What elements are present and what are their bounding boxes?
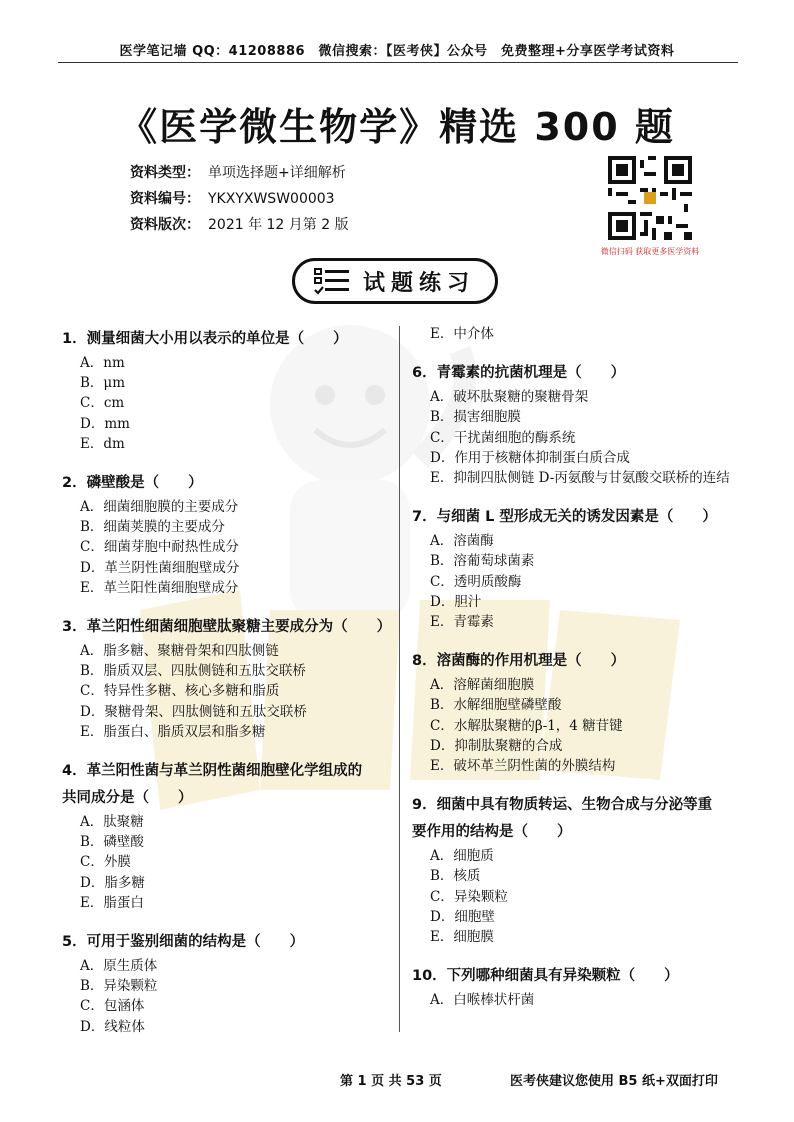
- option-c: C．包涵体: [80, 998, 145, 1015]
- option-a: A．nm: [80, 355, 125, 371]
- question-stem: 2．磷壁酸是（ ）: [62, 475, 203, 492]
- meta-edition: [130, 212, 349, 238]
- option-d: D．抑制肽聚糖的合成: [430, 737, 563, 754]
- option-e: E．中介体: [430, 326, 494, 342]
- option-b: B．核质: [430, 868, 481, 885]
- question-1: [62, 326, 390, 454]
- question-stem-continued: 共同成分是（ ）: [62, 790, 193, 807]
- column-divider: [399, 326, 400, 1032]
- question-3: [62, 614, 390, 742]
- option-a: A．溶解菌细胞膜: [430, 677, 535, 694]
- print-note: 医考侠建议您使用 B5 纸+双面打印: [510, 1074, 718, 1089]
- option-d: D．胆汁: [430, 593, 482, 610]
- header-rule: [58, 62, 738, 63]
- question-stem: 8．溶菌酶的作用机理是（ ）: [412, 653, 626, 670]
- option-e: E．抑制四肽侧链 D-丙氨酸与甘氨酸交联桥的连结: [430, 470, 730, 487]
- option-b: B．损害细胞膜: [430, 409, 521, 426]
- question-9: [412, 792, 742, 947]
- right-column: [412, 324, 742, 1026]
- meta-key: 资料版次：: [130, 217, 200, 233]
- question-stem: 3．革兰阳性细菌细胞壁肽聚糖主要成分为（ ）: [62, 619, 392, 636]
- option-d: D．作用于核糖体抑制蛋白质合成: [430, 449, 630, 466]
- option-e: E．革兰阳性菌细胞壁成分: [80, 579, 239, 596]
- question-4: [62, 758, 390, 913]
- option-e: E．脂蛋白、脂质双层和脂多糖: [80, 723, 266, 740]
- option-c: C．干扰菌细胞的酶系统: [430, 429, 576, 446]
- option-d: D．聚糖骨架、四肽侧链和五肽交联桥: [80, 703, 307, 720]
- option-c: C．特异性多糖、核心多糖和脂质: [80, 683, 280, 700]
- question-stem: 4．革兰阳性菌与革兰阴性菌细胞壁化学组成的: [62, 763, 363, 780]
- option-c: C．水解肽聚糖的β-1，4 糖苷键: [430, 717, 623, 734]
- qr-code-icon: [608, 156, 692, 240]
- document-title: 《医学微生物学》精选 300 题: [119, 105, 675, 149]
- meta-value: YKXYXWSW00003: [208, 191, 335, 207]
- qr-block: [600, 156, 700, 257]
- option-a: A．肽聚糖: [80, 814, 144, 831]
- option-e: E．脂蛋白: [80, 894, 144, 911]
- question-stem: 9．细菌中具有物质转运、生物合成与分泌等重: [412, 797, 713, 814]
- qr-caption: 微信扫码 获取更多医学资料: [600, 247, 700, 256]
- page-number: 第 1 页 共 53 页: [340, 1074, 442, 1089]
- question-7: [412, 504, 742, 632]
- section-title: 试题练习: [363, 270, 476, 296]
- option-a: A．脂多糖、聚糖骨架和四肽侧链: [80, 643, 279, 660]
- question-6: [412, 360, 742, 488]
- option-c: C．细菌芽胞中耐热性成分: [80, 539, 239, 556]
- meta-code: [130, 186, 349, 212]
- meta-key: 资料类型：: [130, 165, 200, 181]
- option-a: A．细菌细胞膜的主要成分: [80, 499, 239, 516]
- page-header: 医学笔记墙 QQ：41208886 微信搜索：【医考侠】公众号 免费整理+分享医学考试资料: [119, 44, 675, 59]
- option-d: D．细胞壁: [430, 908, 495, 925]
- checklist-icon: [313, 266, 353, 296]
- option-c: C．外膜: [80, 854, 131, 871]
- option-b: B．细菌荚膜的主要成分: [80, 519, 225, 536]
- option-b: B．异染颗粒: [80, 978, 158, 995]
- option-a: A．破坏肽聚糖的聚糖骨架: [430, 389, 589, 406]
- option-d: D．脂多糖: [80, 874, 145, 891]
- option-b: B．磷壁酸: [80, 834, 144, 851]
- option-e: E．dm: [80, 435, 125, 452]
- question-stem-continued: 要作用的结构是（ ）: [412, 824, 572, 841]
- meta-type: [130, 160, 349, 186]
- option-d: D．革兰阴性菌细胞壁成分: [80, 559, 240, 576]
- question-8: [412, 648, 742, 776]
- option-b: B．脂质双层、四肽侧链和五肽交联桥: [80, 663, 306, 680]
- option-b: B．溶葡萄球菌素: [430, 553, 535, 570]
- option-d: D．线粒体: [80, 1018, 145, 1035]
- option-c: C．异染颗粒: [430, 888, 508, 905]
- question-5: [62, 929, 390, 1037]
- option-c: C．cm: [80, 395, 125, 412]
- option-a: A．细胞质: [430, 848, 494, 865]
- section-badge: [292, 258, 498, 304]
- question-stem: 7．与细菌 L 型形成无关的诱发因素是（ ）: [412, 509, 717, 526]
- meta-key: 资料编号：: [130, 191, 200, 207]
- option-a: A．溶菌酶: [430, 533, 494, 550]
- option-a: A．白喉棒状杆菌: [430, 992, 535, 1009]
- question-10: [412, 963, 742, 1010]
- option-b: B．水解细胞壁磷壁酸: [430, 697, 562, 714]
- question-stem: 6．青霉素的抗菌机理是（ ）: [412, 365, 626, 382]
- option-b: B．μm: [80, 375, 125, 392]
- question-stem: 5．可用于鉴别细菌的结构是（ ）: [62, 934, 305, 951]
- question-stem: 10．下列哪种细菌具有异染颗粒（ ）: [412, 968, 679, 985]
- question-stem: 1．测量细菌大小用以表示的单位是（ ）: [62, 331, 348, 347]
- option-d: D．mm: [80, 415, 130, 432]
- left-column: [62, 318, 390, 1053]
- question-2: [62, 470, 390, 598]
- option-a: A．原生质体: [80, 958, 158, 975]
- meta-value: 2021 年 12 月第 2 版: [208, 217, 349, 233]
- option-e: E．破坏革兰阴性菌的外膜结构: [430, 758, 616, 775]
- option-c: C．透明质酸酶: [430, 573, 522, 590]
- meta-value: 单项选择题+详细解析: [208, 165, 346, 181]
- document-meta: [130, 160, 349, 238]
- option-e: E．青霉素: [430, 614, 494, 631]
- option-e: E．细胞膜: [430, 929, 494, 946]
